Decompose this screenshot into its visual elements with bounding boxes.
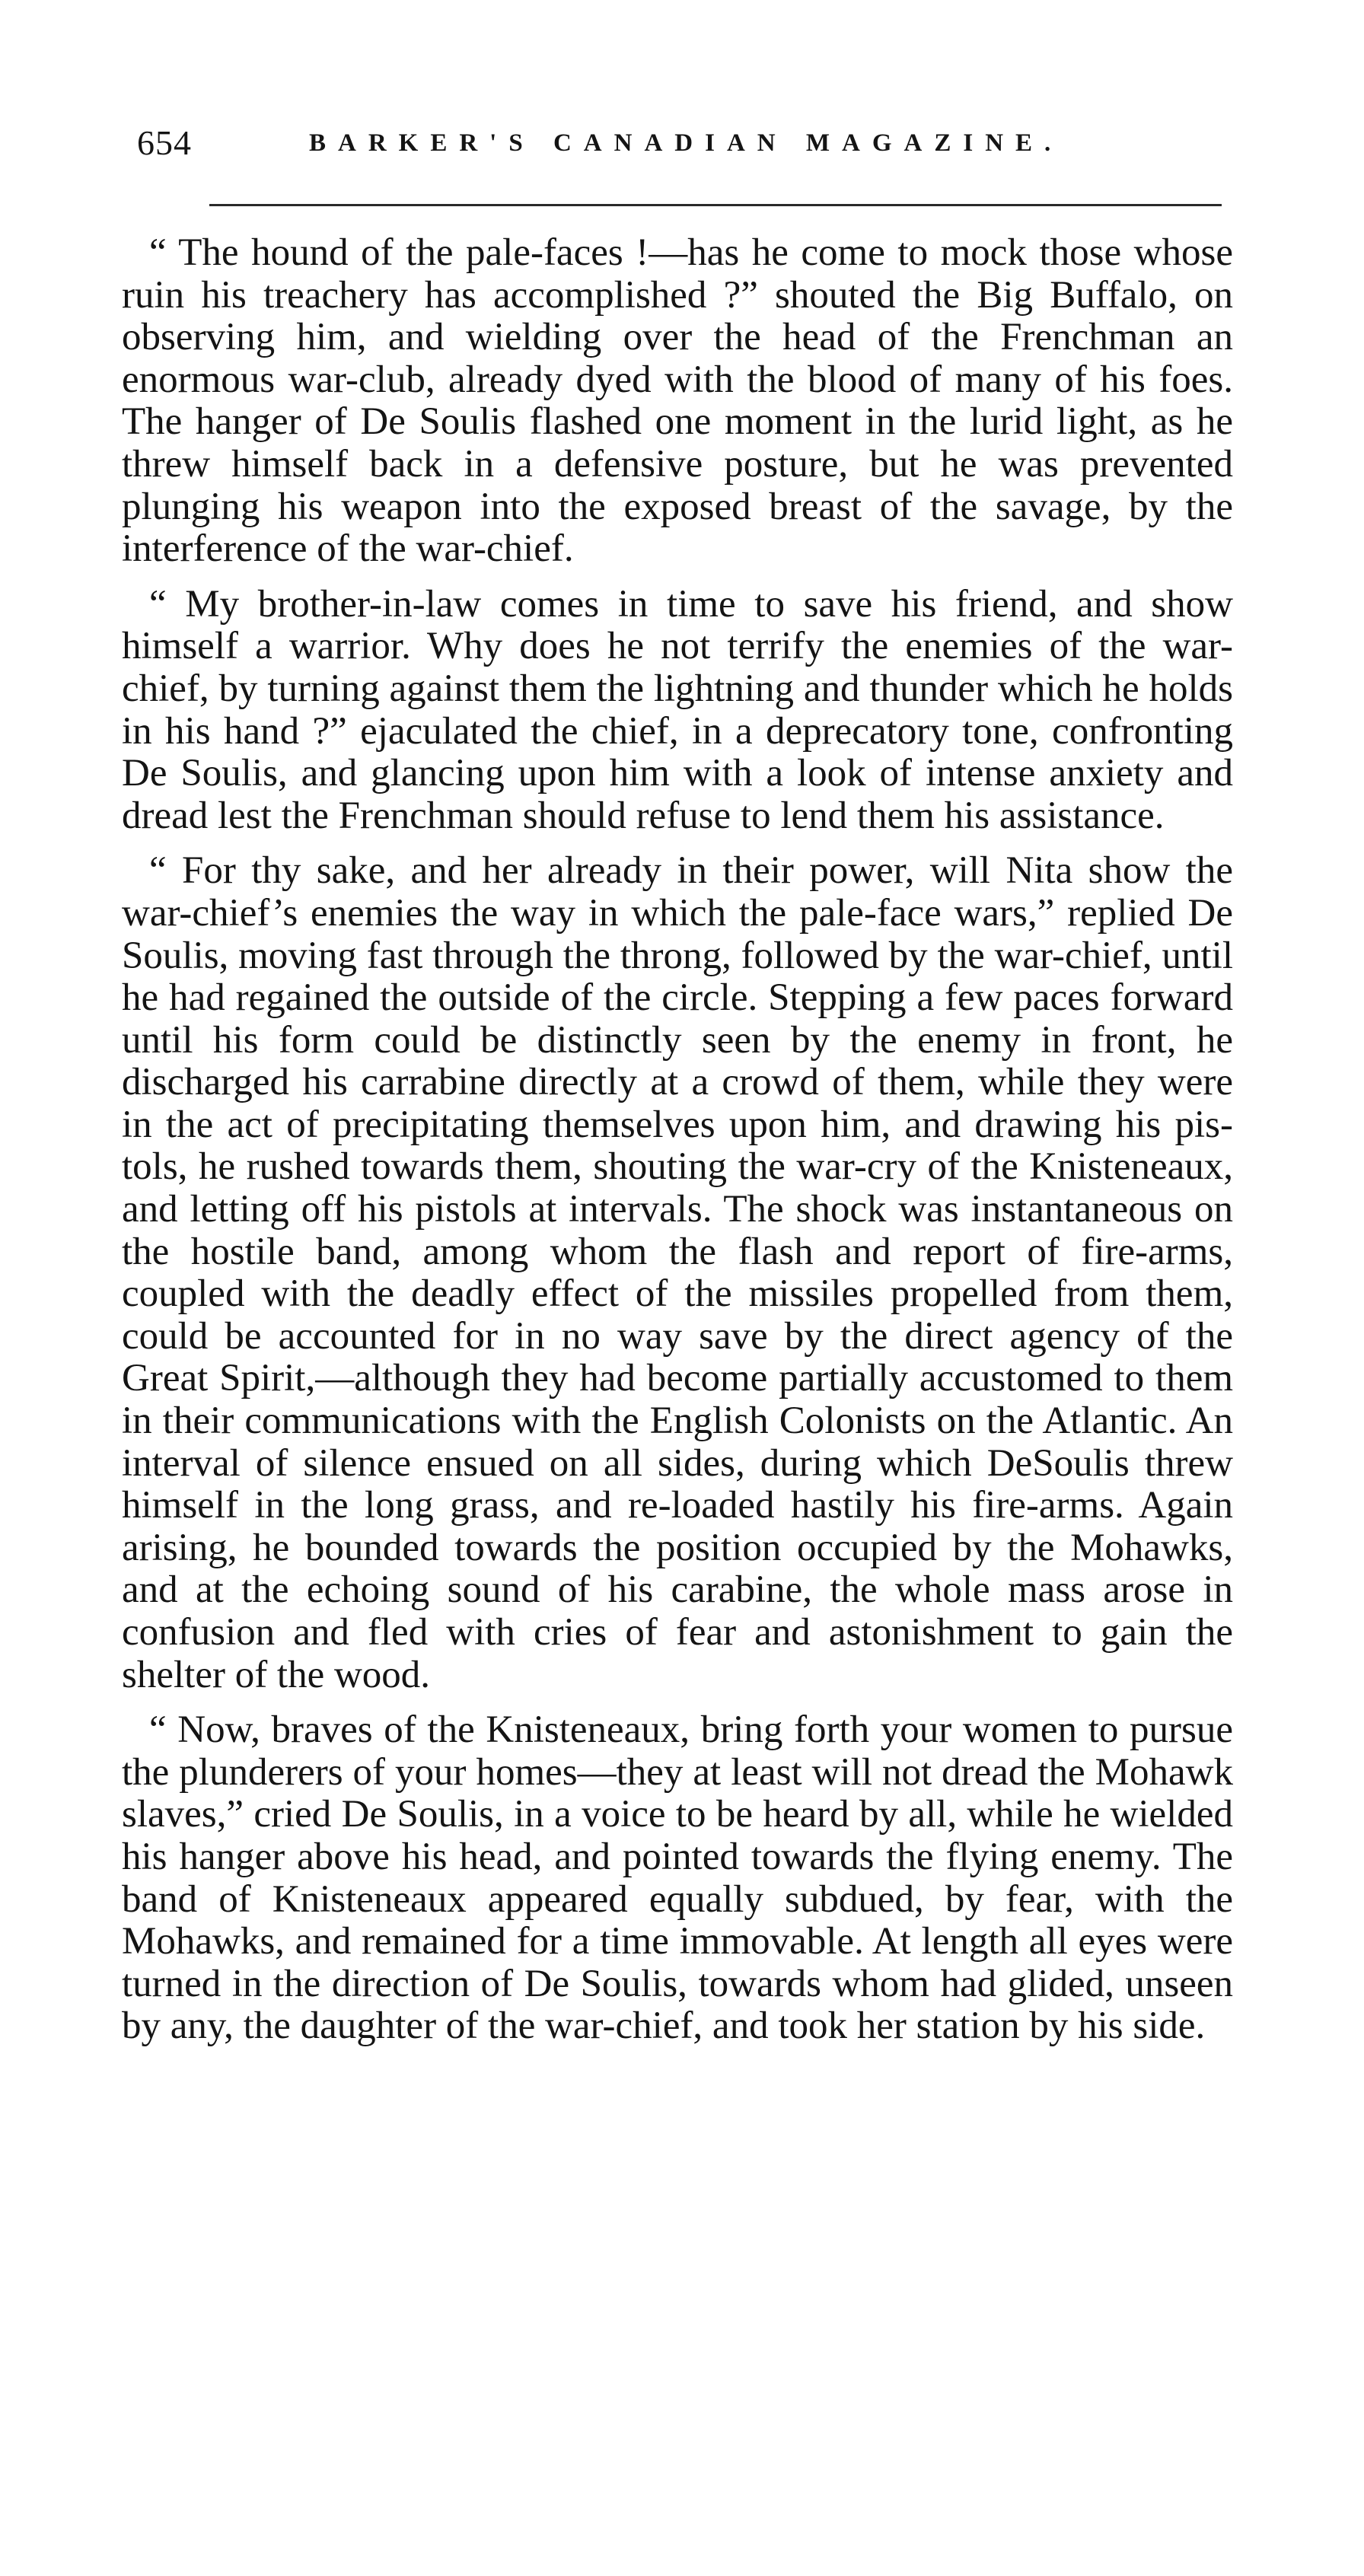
page-number: 654 [137, 123, 192, 162]
page-header [137, 120, 1233, 166]
paragraph-1: “ The hound of the pale-faces !—has he come to mock those whose ruin his treachery has accomplished ?” shouted the Big Buffalo, on observing him, and wielding over the head of the Frenchman an enormous war-club, already dyed with the blood of many of his foes. The hanger of De Soulis flashed one moment in the lurid light, as he threw himself back in a defensive posture, but he was prevented plunging his weapon into the exposed breast of the savage, by the interference of the war-chief. [122, 231, 1233, 571]
paragraph-3: “ For thy sake, and her already in their power, will Nita show the war-chief’s enemies the way in which the pale-face wars,” replied De Soulis, moving fast through the throng, followed by the war-chief, until he had regained the outside of the circle. Stepping a few paces forward until his form could be distinctly seen by the enemy in front, he discharged his carrabine directly at a crowd of them, while they were in the act of precipitating themselves upon him, and drawing his pistols, he rushed towards them, shouting the war-cry of the Knisteneaux, and letting off his pistols at intervals. The shock was instantaneous on the hostile band, among whom the flash and report of fire-arms, coupled with the deadly effect of the missiles propelled from them, could be accounted for in no way save by the direct agency of the Great Spirit,—although they had become partially accustomed to them in their communications with the English Colonists on the Atlantic. An interval of silence ensued on all sides, during which DeSoulis threw himself in the long grass, and re-loaded hastily his fire-arms. Again arising, he bounded towards the position occupied by the Mohawks, and at the echoing sound of his carabine, the whole mass arose in confusion and fled with cries of fear and astonishment to gain the shelter of the wood. [122, 849, 1233, 1696]
article-body [122, 232, 1233, 2061]
running-title: BARKER'S CANADIAN MAGAZINE. [309, 129, 1063, 157]
paragraph-2: “ My brother-in-law comes in time to save his friend, and show himself a warrior. Why does he not terrify the enemies of the war-chief, by turning against them the lightning and thunder which he holds in his hand ?” ejaculated the chief, in a deprecatory tone, confronting De Soulis, and glancing upon him with a look of intense anxiety and dread lest the Frenchman should refuse to lend them his assistance. [122, 582, 1233, 837]
paragraph-4: “ Now, braves of the Knisteneaux, bring forth your women to pursue the plunderers of your homes—they at least will not dread the Mohawk slaves,” cried De Soulis, in a voice to be heard by all, while he wielded his hanger above his head, and pointed towards the flying enemy. The band of Knisteneaux appeared equally subdued, by fear, with the Mohawks, and remained for a time immovable. At length all eyes were turned in the direction of De Soulis, towards whom had glided, unseen by any, the daughter of the war-chief, and took her station by his side. [122, 1708, 1233, 2048]
header-rule [209, 204, 1222, 206]
